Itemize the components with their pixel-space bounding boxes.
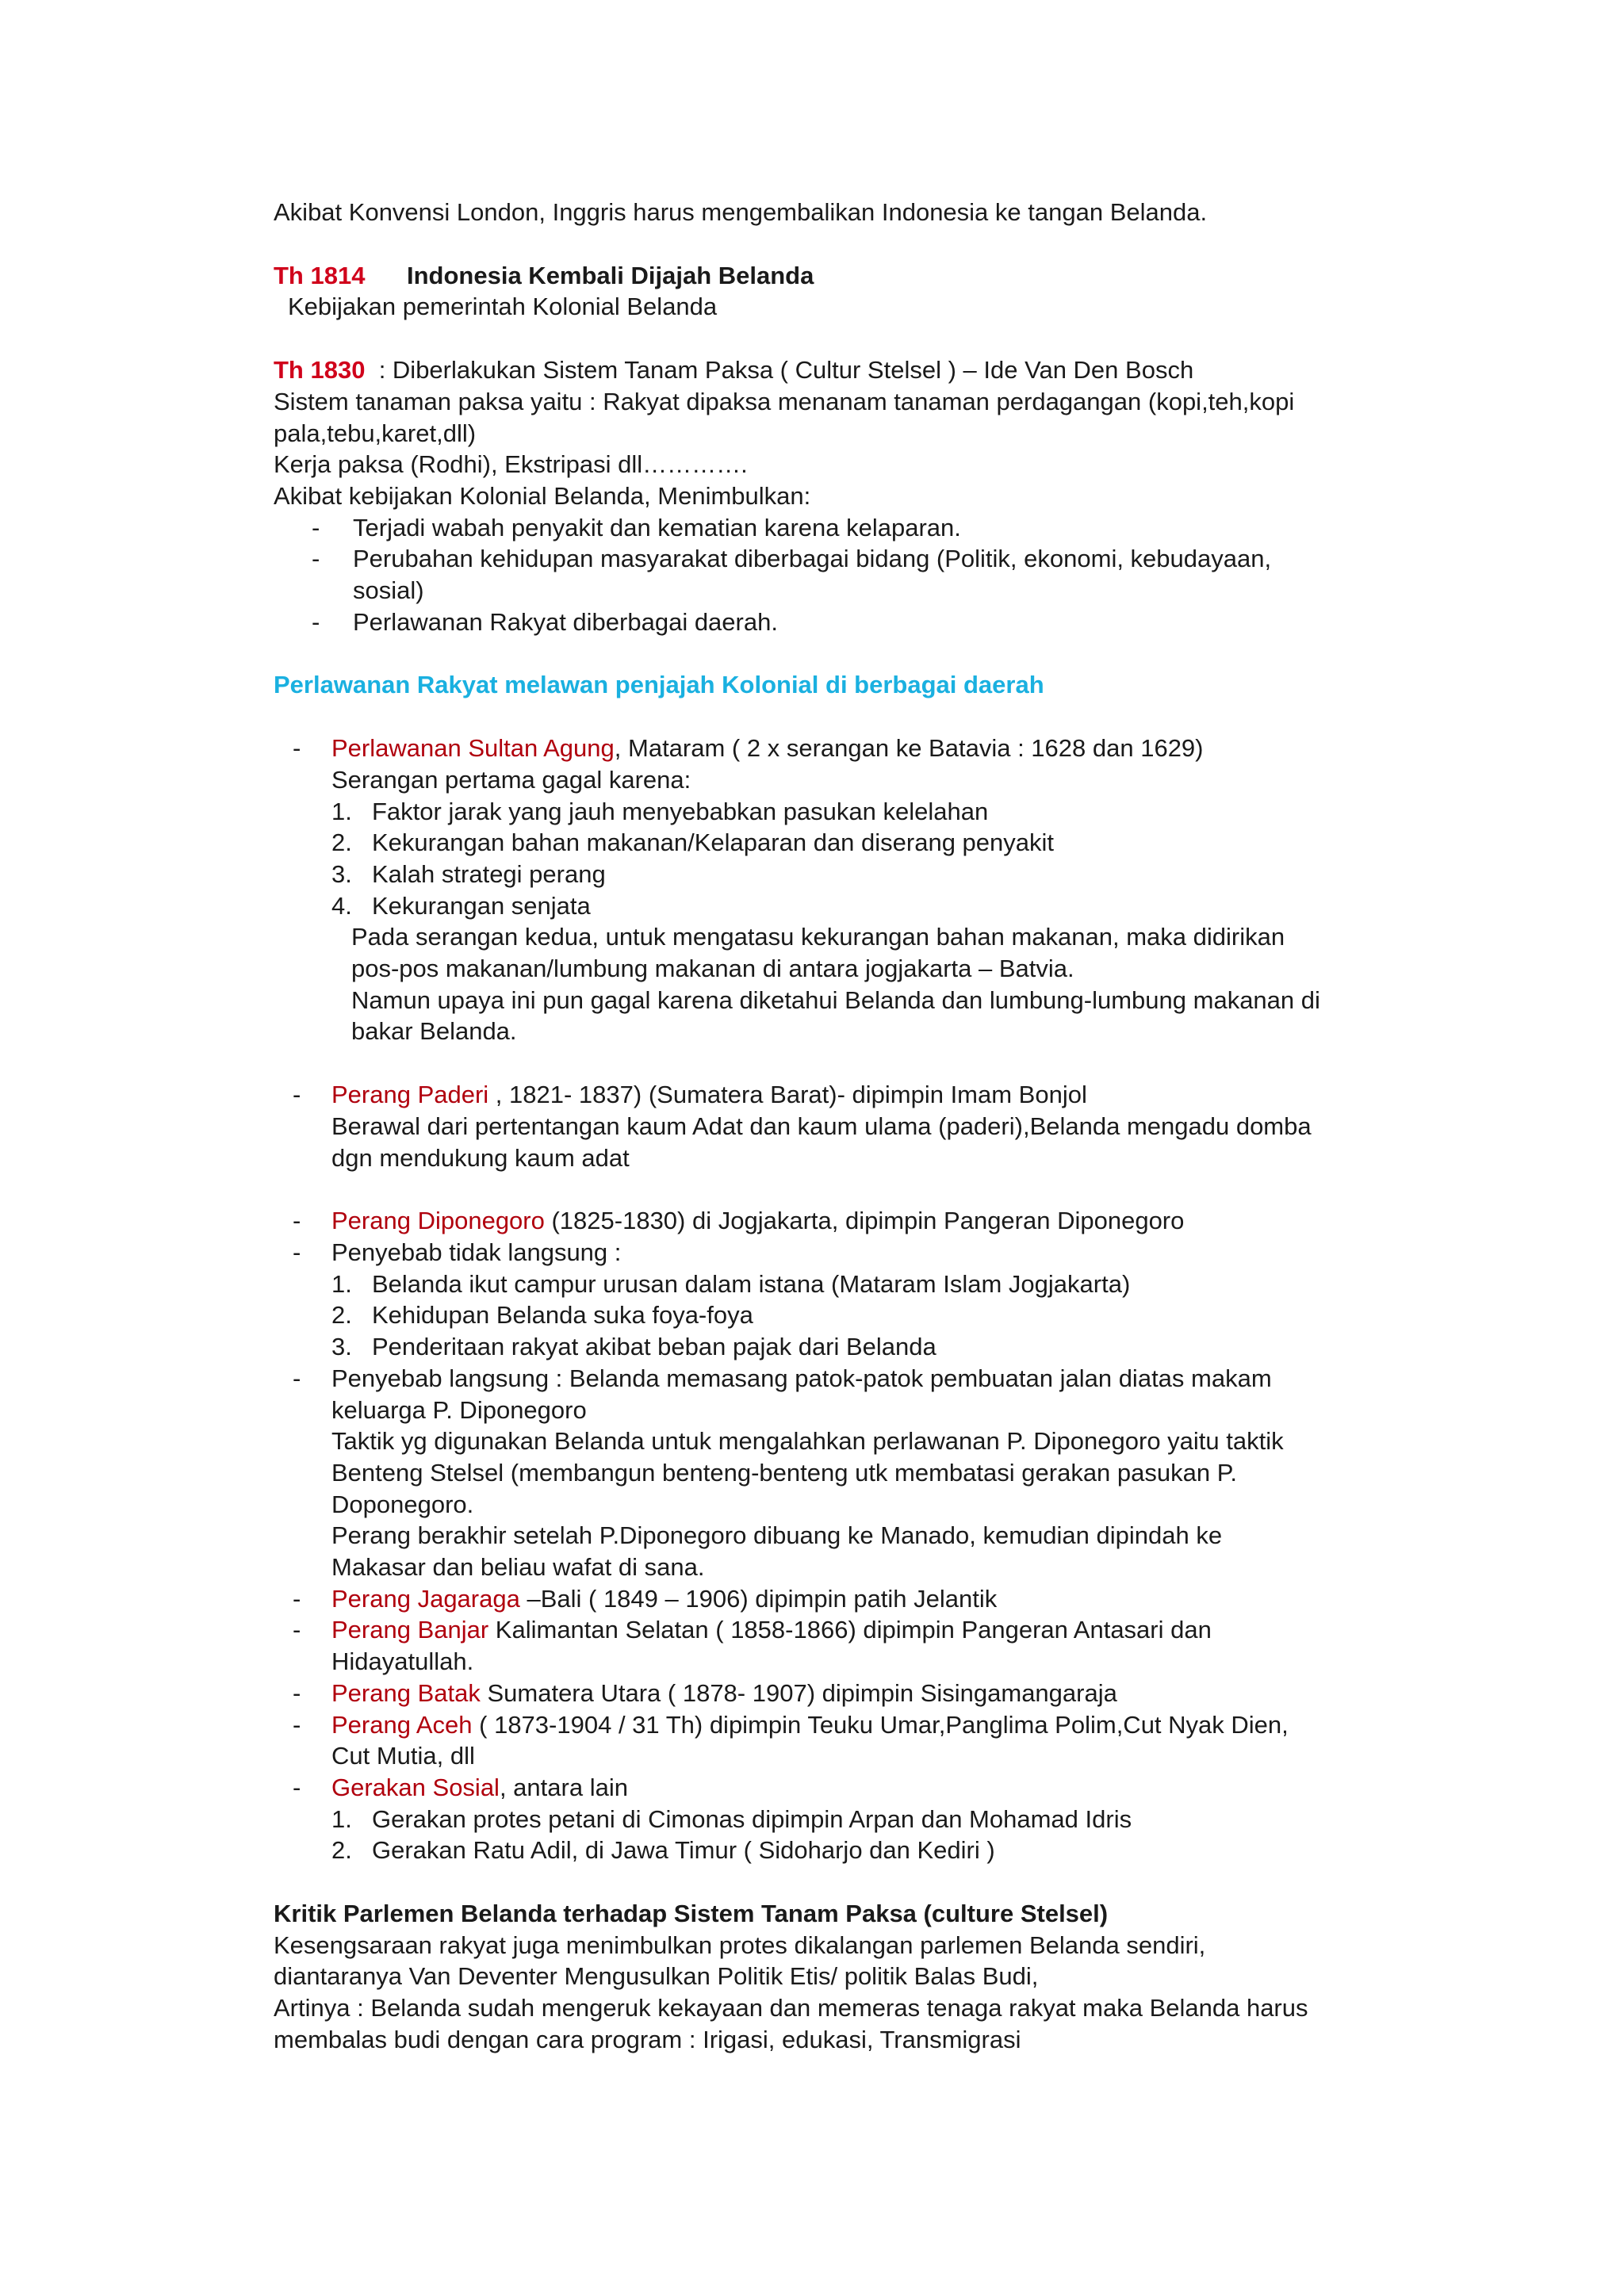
paragraph-line: bakar Belanda. [351,1017,517,1046]
paragraph-line: Doponegoro. [331,1490,474,1518]
dash-marker: - [293,1710,301,1739]
paragraph-line: Akibat kebijakan Kolonial Belanda, Menimbulkan: [274,481,811,510]
list-item: - Perang Diponegoro (1825-1830) di Jogjakarta, dipimpin Pangeran Diponegoro [274,1205,1431,1237]
paragraph-line: Hidayatullah. [331,1647,474,1676]
paragraph-line: Berawal dari pertentangan kaum Adat dan kaum ulama (paderi),Belanda mengadu domba [331,1112,1312,1140]
numbered-item: 3. Penderitaan rakyat akibat beban pajak dari Belanda [331,1333,936,1361]
list-item: - Terjadi wabah penyakit dan kematian karena kelaparan. [274,512,1431,544]
numbered-item: 2. Gerakan Ratu Adil, di Jawa Timur ( Sidoharjo dan Kediri ) [331,1836,995,1865]
dash-marker: - [293,1364,301,1392]
dash-marker: - [312,545,320,573]
event-name: Perang Diponegoro [331,1207,545,1235]
list-item: - Perlawanan Rakyat diberbagai daerah. [274,607,1431,638]
paragraph-line: Makasar dan beliau wafat di sana. [331,1553,705,1582]
list-item: - Perang Batak Sumatera Utara ( 1878- 1907) dipimpin Sisingamangaraja [274,1678,1431,1709]
list-item: - Perang Paderi , 1821- 1837) (Sumatera Barat)- dipimpin Imam Bonjol [274,1079,1431,1111]
section-1830-heading [274,354,1431,386]
paragraph-line: Taktik yg digunakan Belanda untuk mengalahkan perlawanan P. Diponegoro yaitu taktik [331,1427,1284,1456]
event-name: Gerakan Sosial [331,1773,500,1801]
dash-marker: - [293,1238,301,1266]
dash-marker: - [293,1616,301,1644]
perlawanan-heading: Perlawanan Rakyat melawan penjajah Kolonial di berbagai daerah [274,671,1044,699]
paragraph-line: Perang berakhir setelah P.Diponegoro dibuang ke Manado, kemudian dipindah ke [331,1521,1223,1550]
paragraph-line: membalas budi dengan cara program : Irigasi, edukasi, Transmigrasi [274,2025,1021,2053]
event-name: Perang Aceh [331,1710,473,1739]
event-name: Perlawanan Sultan Agung [331,734,615,763]
event-name: Perang Jagaraga [331,1584,520,1613]
dash-marker: - [312,513,320,541]
numbered-item: 3. Kalah strategi perang [331,859,606,888]
numbered-item: 4. Kekurangan senjata [331,891,591,920]
paragraph-line: pos-pos makanan/lumbung makanan di antara jogjakarta – Batvia. [351,955,1074,983]
numbered-item: 1. Belanda ikut campur urusan dalam istana (Mataram Islam Jogjakarta) [331,1269,1131,1298]
dash-marker: - [293,734,301,763]
numbered-item: 2. Kekurangan bahan makanan/Kelaparan dan diserang penyakit [331,828,1055,857]
list-item: - Perang Aceh ( 1873-1904 / 31 Th) dipimpin Teuku Umar,Panglima Polim,Cut Nyak Dien, [274,1709,1431,1741]
dash-marker: - [293,1081,301,1109]
paragraph-line: pala,tebu,karet,dll) [274,419,477,447]
section-title: Indonesia Kembali Dijajah Belanda [407,261,814,289]
section-subtitle: Kebijakan pemerintah Kolonial Belanda [288,293,718,321]
list-item-continuation: sosial) [353,576,424,605]
dash-marker: - [293,1678,301,1707]
dash-marker: - [293,1584,301,1613]
paragraph-line: Kesengsaraan rakyat juga menimbulkan protes dikalangan parlemen Belanda sendiri, [274,1931,1206,1959]
paragraph-line: Serangan pertama gagal karena: [331,765,691,794]
dash-marker: - [312,607,320,636]
paragraph-line: Sistem tanaman paksa yaitu : Rakyat dipaksa menanam tanaman perdagangan (kopi,teh,kopi [274,387,1295,415]
paragraph-line: Pada serangan kedua, untuk mengatasu kekurangan bahan makanan, maka didirikan [351,923,1285,951]
list-item: - Perlawanan Sultan Agung, Mataram ( 2 x serangan ke Batavia : 1628 dan 1629) [274,733,1431,764]
paragraph-line: Artinya : Belanda sudah mengeruk kekayaan dan memeras tenaga rakyat maka Belanda harus [274,1994,1308,2022]
paragraph-line: keluarga P. Diponegoro [331,1395,587,1424]
section-1814-heading [274,260,1431,292]
document-page [274,197,1431,2056]
paragraph-line: Cut Mutia, dll [331,1742,475,1770]
dash-marker: - [293,1207,301,1235]
list-item: - Gerakan Sosial, antara lain [274,1772,1431,1804]
list-item: - Penyebab langsung : Belanda memasang patok-patok pembuatan jalan diatas makam [274,1363,1431,1395]
numbered-item: 1. Gerakan protes petani di Cimonas dipimpin Arpan dan Mohamad Idris [331,1804,1132,1833]
intro-paragraph: Akibat Konvensi London, Inggris harus mengembalikan Indonesia ke tangan Belanda. [274,198,1208,226]
paragraph-line: Kerja paksa (Rodhi), Ekstripasi dll…………. [274,450,748,479]
list-item: - Perubahan kehidupan masyarakat diberbagai bidang (Politik, ekonomi, kebudayaan, [274,543,1431,575]
kritik-heading: Kritik Parlemen Belanda terhadap Sistem Tanam Paksa (culture Stelsel) [274,1900,1109,1928]
event-name: Perang Batak [331,1678,481,1707]
paragraph-line: Namun upaya ini pun gagal karena diketahui Belanda dan lumbung-lumbung makanan di [351,985,1320,1014]
event-name: Perang Paderi [331,1081,489,1109]
paragraph-line: Benteng Stelsel (membangun benteng-benteng utk membatasi gerakan pasukan P. [331,1458,1238,1487]
paragraph-line: diantaranya Van Deventer Mengusulkan Politik Etis/ politik Balas Budi, [274,1962,1039,1991]
event-name: Perang Banjar [331,1616,489,1644]
numbered-item: 1. Faktor jarak yang jauh menyebabkan pasukan kelelahan [331,797,989,825]
paragraph-line: dgn mendukung kaum adat [331,1143,630,1172]
list-item: - Perang Jagaraga –Bali ( 1849 – 1906) dipimpin patih Jelantik [274,1583,1431,1615]
section-1830-text: : Diberlakukan Sistem Tanam Paksa ( Cultur Stelsel ) – Ide Van Den Bosch [378,356,1194,385]
numbered-item: 2. Kehidupan Belanda suka foya-foya [331,1301,753,1330]
list-item: - Penyebab tidak langsung : [274,1237,1431,1269]
list-item: - Perang Banjar Kalimantan Selatan ( 1858-1866) dipimpin Pangeran Antasari dan [274,1614,1431,1646]
year-label: Th 1814 [274,261,366,289]
year-label: Th 1830 [274,356,366,385]
dash-marker: - [293,1773,301,1801]
